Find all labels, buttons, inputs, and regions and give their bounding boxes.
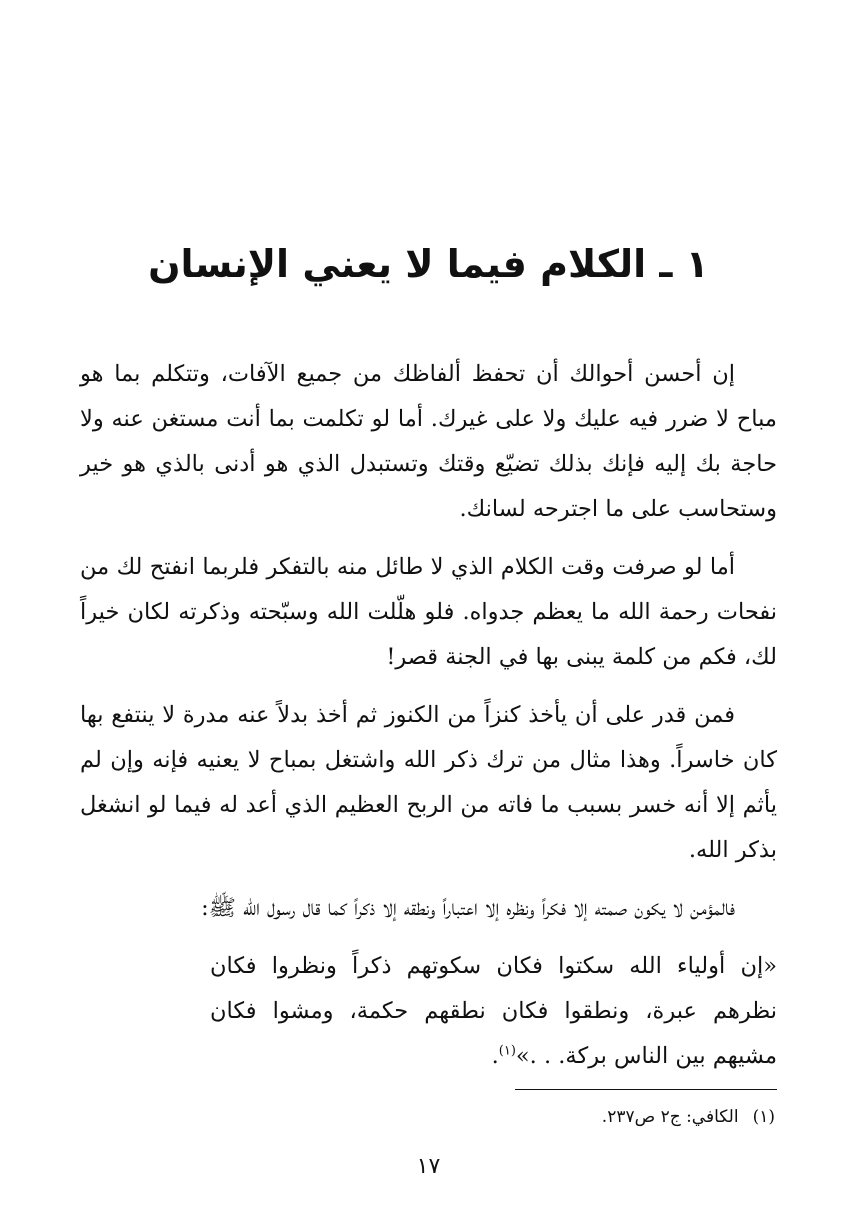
paragraph-3: فمن قدر على أن يأخذ كنزاً من الكنوز ثم أخذ بدلاً عنه مدرة لا ينتفع بها كان خاسراً. وهذا مثال من ترك ذكر الله واشتغل بمباح لا يعنيه فإنه وإن لم يأثم إلا أنه خسر بسبب ما فاته من الربح العظيم الذي أعد له فيما لو انشغل بذكر الله. [80, 702, 777, 863]
quote-end: . [491, 1043, 499, 1069]
footnote-reference: (١) [498, 1043, 516, 1059]
footnote-number: (١) [752, 1107, 775, 1127]
footnote [75, 1104, 775, 1130]
hadith-quote [210, 944, 777, 1079]
chapter-title: ١ ـ الكلام فيما لا يعني الإنسان [148, 242, 709, 286]
paragraph-2: أما لو صرفت وقت الكلام الذي لا طائل منه بالتفكر فلربما انفتح لك من نفحات رحمة الله ما يعظم جدواه. فلو هلّلت الله وسبّحته وذكرته لكان خيراً لك، فكم من كلمة يبنى بها في الجنة قصر! [80, 554, 777, 670]
footnote-divider [515, 1089, 777, 1090]
body-text [80, 352, 777, 1092]
paragraph-4: فالمؤمن لا يكون صمته إلا فكراً ونظره إلا اعتباراً ونطقه إلا ذكراً كما قال رسول الله ﷺ: [201, 895, 735, 921]
paragraph-1: إن أحسن أحوالك أن تحفظ ألفاظك من جميع الآفات، وتتكلم بما هو مباح لا ضرر فيه عليك ولا على غيرك. أما لو تكلمت بما أنت مستغن عنه ولا حاجة بك إليه فإنك بذلك تضيّع وقتك وتستبدل الذي هو أدنى بالذي هو خير وستحاسب على ما اجترحه لسانك. [80, 361, 777, 522]
footnote-text: الكافي: ج٢ ص٢٣٧. [601, 1107, 739, 1127]
page-number: ١٧ [416, 1154, 441, 1179]
quote-text: «إن أولياء الله سكتوا فكان سكوتهم ذكراً ونظروا فكان نظرهم عبرة، ونطقوا فكان نطقهم حكمة، ومشوا فكان مشيهم بين الناس بركة. . .» [210, 953, 777, 1069]
